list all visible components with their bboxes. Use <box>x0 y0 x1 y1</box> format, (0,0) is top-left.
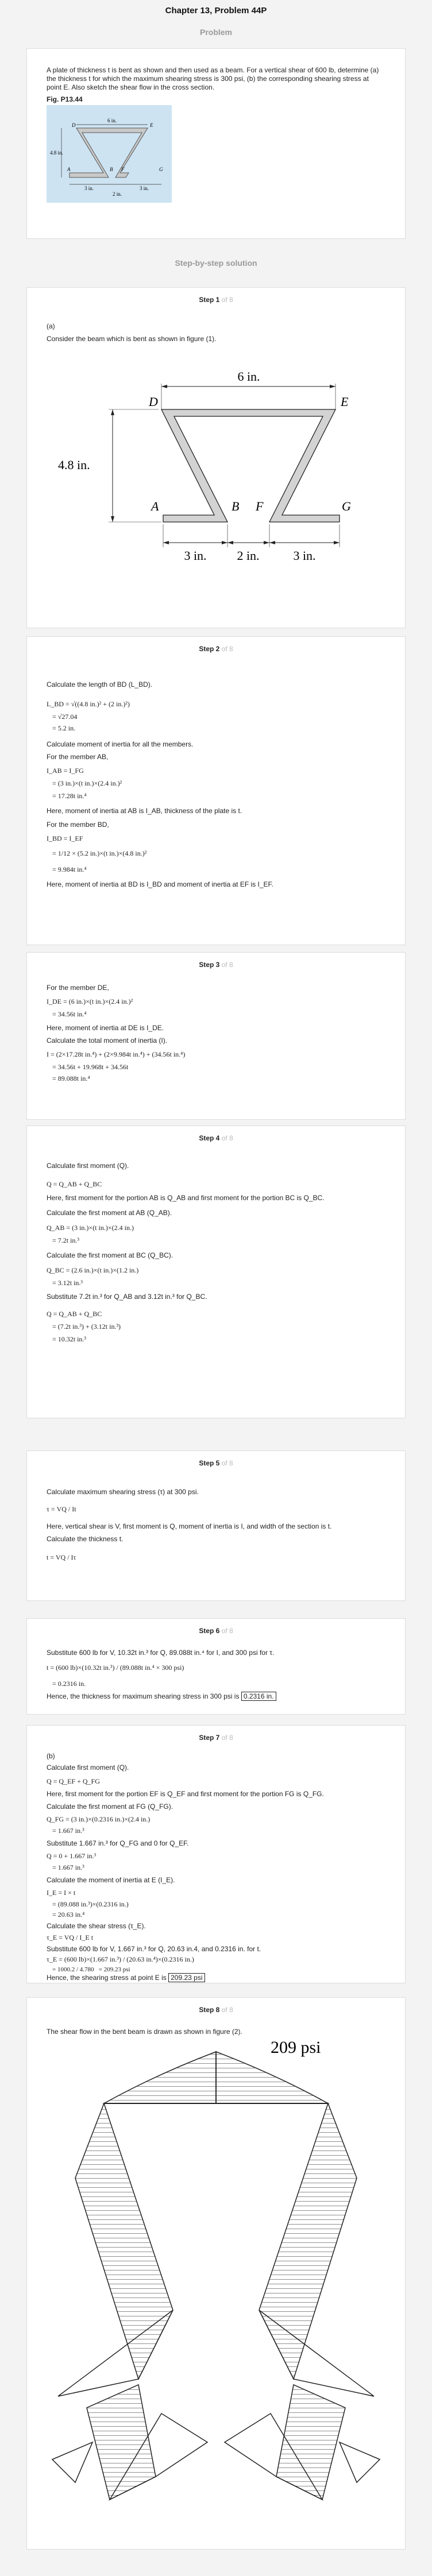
dim-b3: 3 in. <box>293 548 316 563</box>
step-7-line: Calculate the first moment at FG (Q_FG). <box>47 1803 173 1811</box>
step-4-line: Calculate the first moment at AB (Q_AB). <box>47 1209 172 1217</box>
step-2-card <box>26 636 406 945</box>
problem-card <box>26 48 406 239</box>
step-3-eq: = 89.088t in.⁴ <box>52 1074 90 1082</box>
step-4-line: Substitute 7.2t in.³ for Q_AB and 3.12t in.³ for Q_BC. <box>47 1293 207 1301</box>
prob-label-f: F <box>121 167 125 172</box>
step-4-eq: = (7.2t in.³) + (3.12t in.³) <box>52 1322 121 1330</box>
step-7-eq: = 20.63 in.⁴ <box>52 1910 85 1919</box>
step-7-header: Step 7 of 8 <box>199 1734 233 1742</box>
shear-flow-figure <box>41 2040 391 2534</box>
step-7-eq: = (89.088 in.³)×(0.2316 in.) <box>52 1900 129 1908</box>
step-1-line: Consider the beam which is bent as shown in figure (1). <box>47 335 217 343</box>
step-6-answer-line: Hence, the thickness for maximum shearing stress in 300 psi is 0.2316 in. <box>47 1692 385 1701</box>
dim-b2: 2 in. <box>237 548 260 563</box>
step-7-line: Substitute 1.667 in.³ for Q_FG and 0 for Q_EF. <box>47 1839 189 1847</box>
step-2-eq: = √27.04 <box>52 713 78 721</box>
step-4-eq: = 10.32t in.³ <box>52 1335 87 1343</box>
step-5-card <box>26 1451 406 1601</box>
label-g: G <box>342 499 351 513</box>
step-7-answer-line: Hence, the shearing stress at point E is 209.23 psi <box>47 1974 385 1982</box>
step-6-line: Substitute 600 lb for V, 10.32t in.³ for Q, 89.088t in.⁴ for I, and 300 psi for τ. <box>47 1649 275 1657</box>
beam-figure-1 <box>47 352 385 582</box>
step-3-eq: I = (2×17.28t in.⁴) + (2×9.984t in.⁴) + (34.56t in.⁴) <box>47 1050 186 1058</box>
prob-top-dim: 6 in. <box>107 118 117 123</box>
step-2-line: For the member AB, <box>47 753 109 761</box>
peak-value: 209 psi <box>271 2040 321 2057</box>
step-2-eq: I_BD = I_EF <box>47 834 83 842</box>
step-2-line: Calculate the length of BD (L_BD). <box>47 680 153 689</box>
step-8-line: The shear flow in the bent beam is drawn as shown in figure (2). <box>47 2028 242 2036</box>
step-3-card <box>26 952 406 1120</box>
step-3-line: For the member DE, <box>47 984 109 992</box>
step-7-eq: Q = Q_EF + Q_FG <box>47 1777 100 1785</box>
dim-b1: 3 in. <box>184 548 207 563</box>
step-7-eq: Q_FG = (3 in.)×(0.2316 in.)×(2.4 in.) <box>47 1815 151 1823</box>
step-7-card <box>26 1725 406 1983</box>
prob-bl-dim: 3 in. <box>84 185 94 191</box>
step-4-eq: Q = Q_AB + Q_BC <box>47 1310 102 1318</box>
step-3-header: Step 3 of 8 <box>199 961 233 969</box>
step-2-line: For the member BD, <box>47 821 109 829</box>
step-6-card <box>26 1618 406 1715</box>
step-5-eq: t = VQ / Iτ <box>47 1553 76 1561</box>
step-3-line: Calculate the total moment of inertia (I). <box>47 1036 168 1045</box>
step-2-eq: = (3 in.)×(t in.)×(2.4 in.)² <box>52 779 122 787</box>
prob-side-dim: 4.8 in. <box>50 150 63 156</box>
step-5-line: Here, vertical shear is V, first moment is Q, moment of inertia is I, and width of the section is t. <box>47 1522 332 1530</box>
step-7-line: Here, first moment for the portion EF is Q_EF and first moment for the portion FG is Q_FG. <box>47 1790 324 1798</box>
prob-label-e: E <box>150 122 153 128</box>
label-a: A <box>151 499 159 513</box>
step-7-line: Calculate the moment of inertia at E (I_E). <box>47 1876 175 1884</box>
step-2-line: Calculate moment of inertia for all the members. <box>47 740 194 748</box>
step-5-eq: τ = VQ / It <box>47 1505 76 1513</box>
prob-label-b: B <box>110 167 113 172</box>
prob-bm-dim: 2 in. <box>112 191 122 197</box>
step-3-eq: = 34.56t + 19.968t + 34.56t <box>52 1063 129 1071</box>
step-7-eq-tail: = 1000.2 / 4.780 = 209.23 psi <box>52 1966 130 1973</box>
solution-section-label: Step-by-step solution <box>175 258 257 268</box>
step-2-line: Here, moment of inertia at BD is I_BD and moment of inertia at EF is I_EF. <box>47 880 273 888</box>
step-7-eq: = 1.667 in.³ <box>52 1863 84 1871</box>
step-1-line: (a) <box>47 322 55 330</box>
step-4-line: Calculate the first moment at BC (Q_BC). <box>47 1251 173 1259</box>
step-6-eq: t = (600 lb)×(10.32t in.³) / (89.088t in.⁴ × 300 psi) <box>47 1664 184 1672</box>
step-3-eq: I_DE = (6 in.)×(t in.)×(2.4 in.)² <box>47 997 133 1005</box>
page-title: Chapter 13, Problem 44P <box>165 6 267 16</box>
step-6-eq: = 0.2316 in. <box>52 1680 86 1688</box>
step-5-line: Calculate maximum shearing stress (τ) at 300 psi. <box>47 1488 199 1496</box>
step-7-line: Substitute 600 lb for V, 1.667 in.³ for Q, 20.63 in.4, and 0.2316 in. for t. <box>47 1945 261 1953</box>
prob-br-dim: 3 in. <box>139 185 149 191</box>
label-e: E <box>341 394 349 409</box>
step-1-card <box>26 287 406 628</box>
step-3-line: Here, moment of inertia at DE is I_DE. <box>47 1024 164 1032</box>
prob-label-g: G <box>159 167 163 172</box>
step-4-eq: Q_BC = (2.6 in.)×(t in.)×(1.2 in.) <box>47 1266 139 1274</box>
answer-stress: 209.23 psi <box>168 1973 205 1982</box>
step-7-eq: I_E = I × t <box>47 1889 76 1897</box>
step-3-eq: = 34.56t in.⁴ <box>52 1010 87 1018</box>
label-f: F <box>256 499 264 513</box>
problem-text: A plate of thickness t is bent as shown and then used as a beam. For a vertical shear of 600 lb, determine (a) the thickness t for which the maximum shearing stress is 300 psi, (b) the corresponding shearing stress at point E. Also sketch the shear flow in the cross section. <box>47 66 379 91</box>
step-4-eq: Q = Q_AB + Q_BC <box>47 1180 102 1188</box>
dim-top: 6 in. <box>237 369 260 384</box>
step-7-eq: Q = 0 + 1.667 in.³ <box>47 1852 97 1860</box>
step-7-line: (b) <box>47 1752 55 1760</box>
answer-thickness: 0.2316 in. <box>241 1692 276 1701</box>
step-2-eq: L_BD = √((4.8 in.)² + (2 in.)²) <box>47 700 130 708</box>
problem-fig-label: Fig. P13.44 <box>47 95 83 103</box>
prob-label-d: D <box>72 122 76 128</box>
step-8-card <box>26 1997 406 2550</box>
step-7-eq: = 1.667 in.³ <box>52 1827 84 1835</box>
step-4-eq: Q_AB = (3 in.)×(t in.)×(2.4 in.) <box>47 1224 134 1232</box>
step-4-card <box>26 1125 406 1418</box>
step-2-eq: = 5.2 in. <box>52 724 76 732</box>
step-1-header: Step 1 of 8 <box>199 296 233 304</box>
step-7-eq: τ_E = VQ / I_E t <box>47 1933 94 1941</box>
problem-figure <box>47 105 172 203</box>
label-b: B <box>232 499 240 513</box>
step-4-line: Here, first moment for the portion AB is Q_AB and first moment for the portion BC is Q_BC. <box>47 1194 325 1202</box>
prob-label-a: A <box>67 167 71 172</box>
problem-section-label: Problem <box>199 28 232 37</box>
step-4-eq: = 7.2t in.³ <box>52 1236 80 1244</box>
step-8-header: Step 8 of 8 <box>199 2006 233 2014</box>
step-2-eq: = 9.984t in.⁴ <box>52 865 87 873</box>
step-7-line: Calculate the shear stress (τ_E). <box>47 1922 146 1930</box>
step-5-header: Step 5 of 8 <box>199 1459 233 1467</box>
step-2-header: Step 2 of 8 <box>199 645 233 653</box>
step-4-line: Calculate first moment (Q). <box>47 1162 129 1170</box>
step-5-line: Calculate the thickness t. <box>47 1535 124 1543</box>
step-7-line: Calculate first moment (Q). <box>47 1763 129 1772</box>
label-d: D <box>149 394 158 409</box>
step-7-eq: τ_E = (600 lb)×(1.667 in.³) / (20.63 in.⁴)×(0.2316 in.) <box>47 1955 194 1963</box>
step-6-header: Step 6 of 8 <box>199 1627 233 1635</box>
step-2-eq: = 1/12 × (5.2 in.)×(t in.)×(4.8 in.)² <box>52 849 147 857</box>
step-4-header: Step 4 of 8 <box>199 1134 233 1142</box>
step-2-eq: I_AB = I_FG <box>47 767 84 775</box>
dim-side: 4.8 in. <box>58 458 90 472</box>
step-4-eq: = 3.12t in.³ <box>52 1279 83 1287</box>
step-2-eq: = 17.28t in.⁴ <box>52 792 87 800</box>
step-2-line: Here, moment of inertia at AB is I_AB, thickness of the plate is t. <box>47 807 242 815</box>
